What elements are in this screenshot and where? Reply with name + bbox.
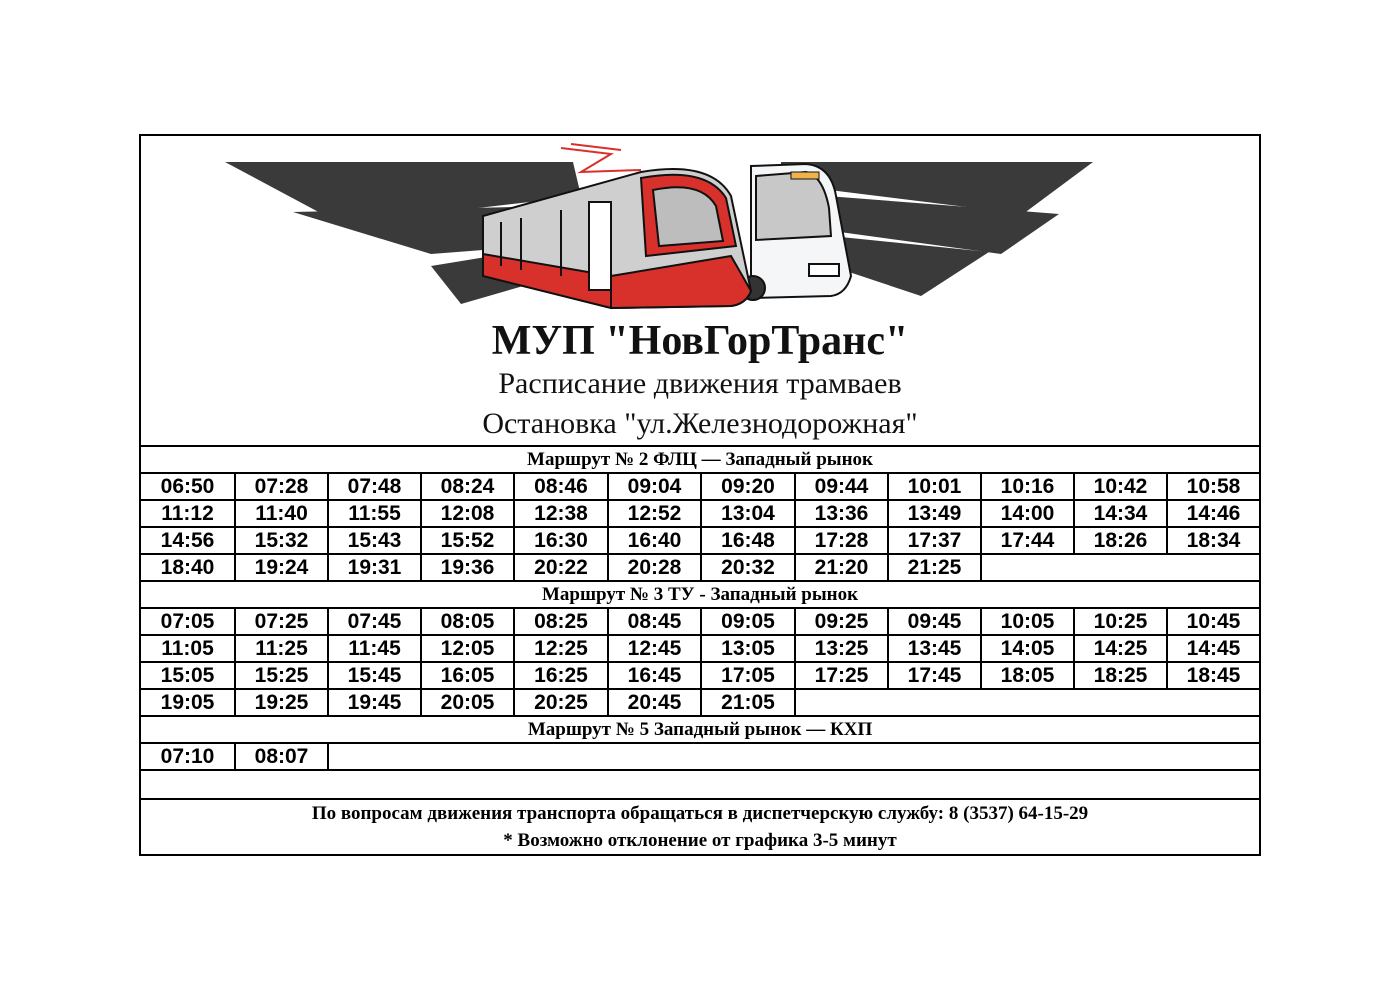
route-title: Маршрут № 2 ФЛЦ — Западный рынок: [141, 446, 1259, 473]
departure-time: 15:45: [328, 662, 421, 689]
footer: [141, 798, 1259, 856]
tram-bus-logo-icon: [141, 136, 1259, 336]
departure-time: 20:32: [701, 554, 795, 581]
departure-time: 14:46: [1167, 500, 1259, 527]
departure-time: 10:45: [1167, 608, 1259, 635]
departure-time: 09:05: [701, 608, 795, 635]
departure-time: 10:25: [1074, 608, 1167, 635]
departure-time: 19:36: [421, 554, 514, 581]
departure-time: 11:55: [328, 500, 421, 527]
departure-time: 14:00: [981, 500, 1074, 527]
departure-time: 13:36: [795, 500, 888, 527]
dispatcher-contact: По вопросам движения транспорта обращаться в диспетчерскую службу: 8 (3537) 64-15-29: [311, 803, 1089, 824]
departure-time: 09:25: [795, 608, 888, 635]
departure-time: 10:01: [888, 473, 981, 500]
departure-time: 10:05: [981, 608, 1074, 635]
departure-time: 18:45: [1167, 662, 1259, 689]
departure-time: 10:16: [981, 473, 1074, 500]
deviation-note: * Возможно отклонение от графика 3-5 минут: [503, 830, 897, 851]
departure-time: 15:05: [141, 662, 235, 689]
departure-time: 11:45: [328, 635, 421, 662]
departure-time: 06:50: [141, 473, 235, 500]
departure-time: 12:45: [608, 635, 701, 662]
empty-cell: [795, 689, 1259, 716]
departure-time: 12:25: [514, 635, 608, 662]
schedule-row: [141, 635, 1259, 662]
departure-time: 11:25: [235, 635, 328, 662]
departure-time: 07:05: [141, 608, 235, 635]
route-title: Маршрут № 5 Западный рынок — КХП: [141, 716, 1259, 743]
departure-time: 20:05: [421, 689, 514, 716]
org-title: МУП "НовГорТранс": [491, 318, 909, 364]
schedule-row: [141, 689, 1259, 716]
departure-time: 20:25: [514, 689, 608, 716]
departure-time: 17:05: [701, 662, 795, 689]
departure-time: 10:42: [1074, 473, 1167, 500]
departure-time: 08:07: [235, 743, 328, 770]
departure-time: 09:04: [608, 473, 701, 500]
departure-time: 12:38: [514, 500, 608, 527]
departure-time: 14:25: [1074, 635, 1167, 662]
departure-time: 19:45: [328, 689, 421, 716]
departure-time: 15:32: [235, 527, 328, 554]
departure-time: 18:26: [1074, 527, 1167, 554]
departure-time: 19:25: [235, 689, 328, 716]
departure-time: 20:45: [608, 689, 701, 716]
departure-time: 12:08: [421, 500, 514, 527]
departure-time: 18:05: [981, 662, 1074, 689]
departure-time: 13:45: [888, 635, 981, 662]
departure-time: 18:25: [1074, 662, 1167, 689]
departure-time: 12:05: [421, 635, 514, 662]
departure-time: 18:40: [141, 554, 235, 581]
departure-time: 08:45: [608, 608, 701, 635]
schedule-row: [141, 500, 1259, 527]
departure-time: 07:45: [328, 608, 421, 635]
empty-cell: [328, 743, 1259, 770]
departure-time: 13:05: [701, 635, 795, 662]
departure-time: 08:25: [514, 608, 608, 635]
schedule-row: [141, 554, 1259, 581]
departure-time: 07:10: [141, 743, 235, 770]
departure-time: 15:52: [421, 527, 514, 554]
departure-time: 14:45: [1167, 635, 1259, 662]
departure-time: 15:43: [328, 527, 421, 554]
departure-time: 13:25: [795, 635, 888, 662]
departure-time: 17:28: [795, 527, 888, 554]
departure-time: 10:58: [1167, 473, 1259, 500]
departure-time: 11:12: [141, 500, 235, 527]
schedule-sheet: [139, 134, 1261, 856]
departure-time: 14:05: [981, 635, 1074, 662]
departure-time: 16:45: [608, 662, 701, 689]
departure-time: 17:44: [981, 527, 1074, 554]
departure-time: 19:31: [328, 554, 421, 581]
departure-time: 19:05: [141, 689, 235, 716]
departure-time: 11:05: [141, 635, 235, 662]
schedule-row: [141, 527, 1259, 554]
departure-time: 14:34: [1074, 500, 1167, 527]
schedule-subtitle: Расписание движения трамваев: [498, 367, 902, 400]
departure-time: 21:20: [795, 554, 888, 581]
departure-time: 18:34: [1167, 527, 1259, 554]
departure-time: 16:48: [701, 527, 795, 554]
departure-time: 14:56: [141, 527, 235, 554]
departure-time: 09:45: [888, 608, 981, 635]
departure-time: 17:37: [888, 527, 981, 554]
schedule-row: [141, 743, 1259, 770]
departure-time: 09:20: [701, 473, 795, 500]
departure-time: 16:40: [608, 527, 701, 554]
departure-time: 07:25: [235, 608, 328, 635]
departure-time: 12:52: [608, 500, 701, 527]
departure-time: 21:25: [888, 554, 981, 581]
header: [141, 136, 1259, 447]
departure-time: 16:05: [421, 662, 514, 689]
departure-time: 15:25: [235, 662, 328, 689]
route-title: Маршрут № 3 ТУ - Западный рынок: [141, 581, 1259, 608]
departure-time: 11:40: [235, 500, 328, 527]
empty-cell: [981, 554, 1259, 581]
departure-time: 17:25: [795, 662, 888, 689]
departure-time: 20:22: [514, 554, 608, 581]
stop-name: Остановка "ул.Железнодорожная": [482, 407, 918, 440]
departure-time: 13:04: [701, 500, 795, 527]
schedule-row: [141, 473, 1259, 500]
departure-time: 08:24: [421, 473, 514, 500]
departure-time: 09:44: [795, 473, 888, 500]
departure-time: 08:46: [514, 473, 608, 500]
schedule-row: [141, 608, 1259, 635]
departure-time: 20:28: [608, 554, 701, 581]
departure-time: 16:30: [514, 527, 608, 554]
departure-time: 07:28: [235, 473, 328, 500]
departure-time: 17:45: [888, 662, 981, 689]
schedule-row: [141, 662, 1259, 689]
departure-time: 07:48: [328, 473, 421, 500]
departure-time: 16:25: [514, 662, 608, 689]
departure-time: 08:05: [421, 608, 514, 635]
schedule-table: [141, 445, 1259, 771]
departure-time: 19:24: [235, 554, 328, 581]
departure-time: 21:05: [701, 689, 795, 716]
departure-time: 13:49: [888, 500, 981, 527]
